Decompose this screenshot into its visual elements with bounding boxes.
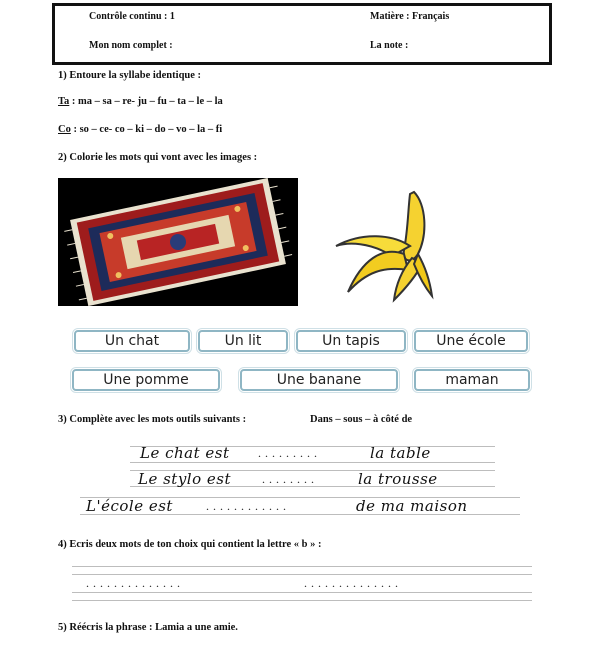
sentence-1-end: la table	[370, 444, 431, 462]
word-une-banane[interactable]: Une banane	[240, 369, 398, 391]
word-un-tapis[interactable]: Un tapis	[296, 330, 406, 352]
q1-title: 1) Entoure la syllabe identique :	[58, 70, 202, 81]
guide-line	[130, 462, 495, 463]
nom-label: Mon nom complet :	[89, 40, 173, 51]
ta-list: : ma – sa – re- ju – fu – ta – le – la	[69, 96, 223, 107]
guide-line	[72, 566, 532, 567]
sentence-2-start: Le stylo est	[138, 470, 232, 488]
q3-title: 3) Complète avec les mots outils suivants :	[58, 414, 247, 425]
blank-3[interactable]: ............	[206, 499, 290, 513]
q1-ta-line	[58, 96, 223, 107]
word-une-ecole[interactable]: Une école	[414, 330, 528, 352]
q4-title: 4) Ecris deux mots de ton choix qui contient la lettre « b » :	[58, 539, 322, 550]
blank-1[interactable]: .........	[258, 446, 321, 460]
word-un-chat[interactable]: Un chat	[74, 330, 190, 352]
word-un-lit[interactable]: Un lit	[198, 330, 288, 352]
answer-line-word-1[interactable]: ..............	[86, 576, 184, 590]
q2-title: 2) Colorie les mots qui vont avec les images :	[58, 152, 258, 163]
sentence-1-start: Le chat est	[140, 444, 230, 462]
co-list: : so – ce- co – ki – do – vo – la – fi	[70, 124, 223, 135]
banana-image	[322, 184, 442, 304]
sentence-3-end: de ma maison	[356, 497, 468, 515]
q1-co-line	[58, 124, 222, 135]
header-box	[52, 3, 552, 65]
carpet-image	[58, 178, 298, 306]
carpet-illustration	[58, 178, 298, 306]
note-label: La note :	[370, 40, 409, 51]
blank-2[interactable]: ........	[262, 472, 318, 486]
matiere-label: Matière : Français	[370, 11, 450, 22]
controle-label: Contrôle continu : 1	[89, 11, 175, 22]
banana-illustration	[322, 184, 442, 304]
sentence-2-end: la trousse	[358, 470, 438, 488]
sentence-3-start: L'école est	[86, 497, 173, 515]
word-une-pomme[interactable]: Une pomme	[72, 369, 220, 391]
word-maman[interactable]: maman	[414, 369, 530, 391]
guide-line	[72, 574, 532, 575]
co-label: Co	[58, 124, 71, 135]
ta-label: Ta	[58, 96, 70, 107]
q5-title: 5) Réécris la phrase : Lamia a une amie.	[58, 622, 238, 633]
answer-line-word-2[interactable]: ..............	[304, 576, 402, 590]
guide-line	[72, 600, 532, 601]
q3-tools: Dans – sous – à côté de	[310, 414, 413, 425]
guide-line	[72, 592, 532, 593]
